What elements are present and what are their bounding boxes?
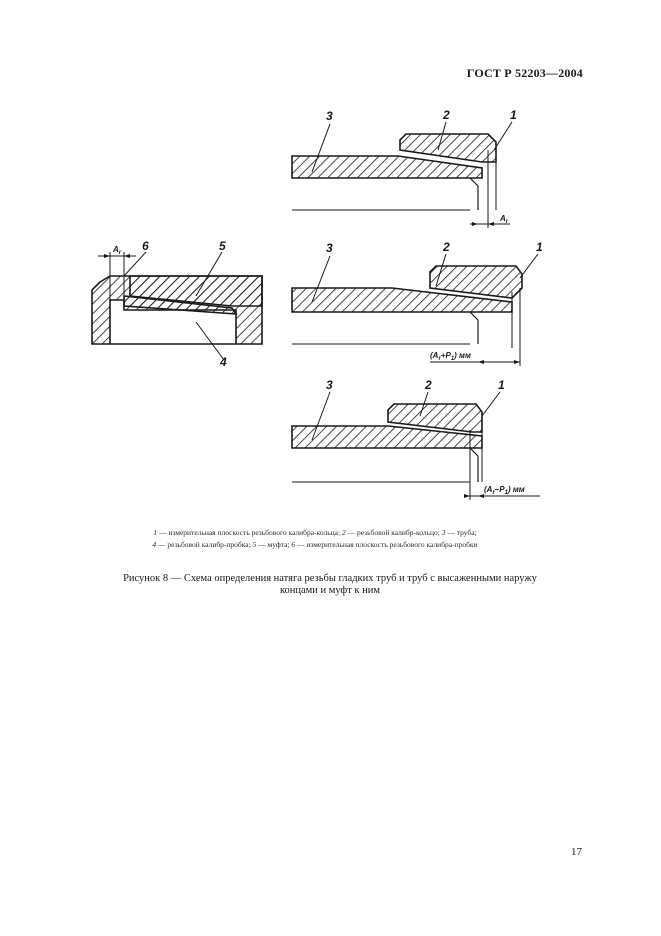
legend-number: 4: [152, 540, 157, 549]
leader-line-1: [494, 122, 512, 150]
label-coupling: 5: [219, 239, 226, 253]
legend-text: — резьбовой калибр-пробка;: [156, 540, 253, 549]
leader-line-1: [520, 254, 538, 278]
label-ring-gauge-plane: 1: [510, 108, 517, 122]
label-ring-gauge: 2: [425, 378, 432, 392]
diagram-ring-gauge-top: [292, 108, 517, 228]
legend-number: 3: [441, 528, 446, 537]
caption-line-1: Рисунок 8 — Схема определения натяга резьбы гладких труб и труб с высаженными наружу: [123, 573, 537, 584]
leader-line-1: [482, 392, 500, 416]
page-number: 17: [571, 846, 582, 858]
label-plug-gauge: 4: [220, 355, 227, 369]
diagram-ring-gauge-middle: [292, 240, 543, 366]
label-ring-gauge: 2: [443, 240, 450, 254]
difference-dimension-label: $(A_r-P_1)$ мм: [484, 485, 525, 496]
legend-text: — резьбовой калибр-кольцо;: [345, 528, 442, 537]
legend-number: 1: [153, 528, 158, 537]
diagram-ring-gauge-bottom: [292, 378, 540, 500]
legend-number: 5: [252, 540, 257, 549]
label-plug-gauge-plane: 6: [142, 239, 149, 253]
legend-number: 2: [341, 528, 346, 537]
label-ring-gauge: 2: [443, 108, 450, 122]
diagram-plug-gauge: [92, 239, 262, 369]
label-pipe: 3: [326, 378, 333, 392]
label-ring-gauge-plane: 1: [536, 240, 543, 254]
pipe-end-edge: [470, 312, 478, 320]
plug-gauge-offset-label: $A_r$: [113, 245, 122, 256]
figure-legend-line-2: [99, 538, 531, 551]
legend-text: — измерительная плоскость резьбового калибра-пробки: [295, 540, 478, 549]
pipe-end-edge: [470, 178, 478, 186]
legend-number: 6: [291, 540, 296, 549]
legend-text: — труба;: [445, 528, 477, 537]
label-pipe: 3: [326, 109, 333, 123]
figure-caption: [80, 573, 580, 597]
standard-header: ГОСТ Р 52203—2004: [466, 66, 583, 80]
pipe-end-edge: [470, 448, 478, 456]
pipe-wall: [292, 156, 482, 178]
legend-text: — измерительная плоскость резьбового калибра-кольца;: [157, 528, 342, 537]
ring-gauge-offset-label: $A_r$: [500, 214, 509, 225]
legend-text: — муфта;: [256, 540, 292, 549]
label-pipe: 3: [326, 241, 333, 255]
caption-line-2: концами и муфт к ним: [279, 585, 381, 596]
sum-dimension-label: $(A_r+P_1)$ мм: [430, 351, 471, 362]
label-ring-gauge-plane: 1: [498, 378, 505, 392]
ring-gauge-body: [430, 266, 522, 298]
